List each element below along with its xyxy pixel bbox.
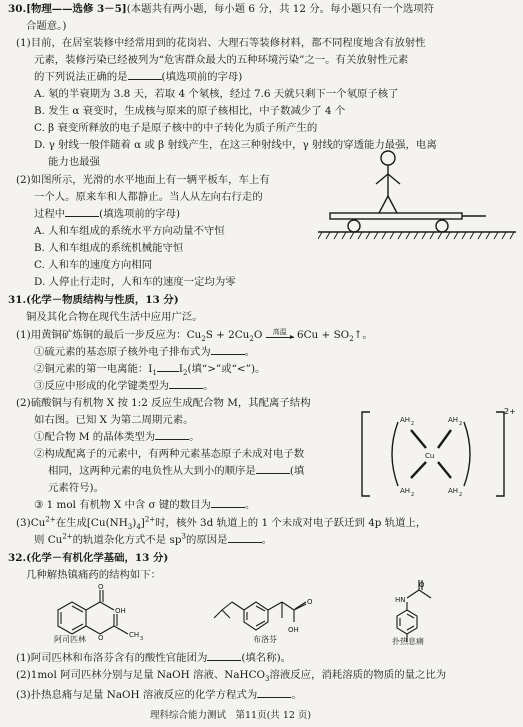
- q31-p2-s2: ②构成配离子的元素中，有两种元素基态原子未成对电子数: [34, 448, 305, 460]
- q31-p1-s1: ①硫元素的基态原子核外电子排布式为 。: [34, 346, 256, 358]
- svg-text:2: 2: [411, 492, 415, 498]
- q31-p2-s3: ③ 1 mol 有机物 X 中含 σ 键的数目为 。: [34, 499, 256, 511]
- q31-p1-s2: ②铜元素的第一电离能：$I_1$ $I_2$(填“>”或“<”)。: [34, 363, 266, 378]
- q30-p2-option-a: A. 人和车组成的系统水平方向动量不守恒: [34, 225, 225, 237]
- q31-p3-text: 则 $Cu^{2+}$的轨道杂化方式不是 $sp^3$的原因是 。: [34, 532, 272, 546]
- atom-label: CH: [129, 631, 140, 639]
- ibuprofen-structure: [210, 582, 350, 644]
- q30-p2-prompt: 过程中 (填选项前的字母): [34, 208, 181, 220]
- q30-p1-prompt: 的下列说法正确的是 (填选项前的字母): [34, 71, 243, 83]
- q32-p3: (3)扑热息痛与足量 NaOH 溶液反应的化学方程式为 。: [16, 689, 302, 701]
- ibuprofen-name: 布洛芬: [253, 635, 277, 644]
- q32-p2: (2)1mol 阿司匹林分别与足量 NaOH 溶液、NaHCO$_3$溶液反应，消耗溶质的物质的量之比为: [16, 669, 447, 684]
- q30-p1-option-d: D. γ 射线一般伴随着 α 或 β 射线产生，在这三种射线中，γ 射线的穿透能力最强，电离: [34, 139, 437, 151]
- aspirin-name: 阿司匹林: [54, 635, 86, 644]
- reaction-arrow: 高温: [266, 333, 294, 338]
- complex-ion-structure: [356, 408, 516, 500]
- ligand-atom-label: AH: [448, 416, 459, 424]
- q30-p1-option-a: A. 氡的半衰期为 3.8 天，若取 4 个氡核，经过 7.6 天就只剩下一个氡原子核了: [34, 88, 399, 100]
- answer-blank: [256, 473, 290, 474]
- q30-p1-option-c: C. β 衰变所释放的电子是原子核中的中子转化为质子所产生的: [34, 122, 318, 134]
- atom-label: O: [98, 634, 104, 642]
- atom-label: OH: [288, 626, 299, 634]
- answer-blank: [155, 439, 189, 440]
- q30-header: 30.[物理——选修 3－5](本题共有两小题，每小题 6 分，共 12 分。每小题只有一个选项符: [8, 3, 434, 15]
- complex-charge: 2+: [504, 408, 516, 416]
- q32-p1: (1)阿司匹林和布洛芬含有的酸性官能团为 (填名称)。: [16, 652, 292, 664]
- atom-label: O: [419, 581, 425, 589]
- q32-header: 32.(化学－有机化学基础，13 分): [8, 552, 169, 564]
- copper-center-label: Cu: [425, 452, 435, 460]
- answer-blank: [207, 660, 241, 661]
- ligand-atom-label: AH: [448, 487, 459, 495]
- cart-person-figure: [318, 150, 516, 250]
- answer-blank: [211, 507, 245, 508]
- svg-text:2: 2: [411, 421, 415, 427]
- answer-blank: [257, 697, 291, 698]
- q30-p2-option-c: C. 人和车的速度方向相同: [34, 259, 153, 271]
- atom-label: O: [307, 598, 313, 606]
- atom-label: HN: [395, 596, 406, 604]
- q31-p3-text: $(3)Cu^{2+}$在生成$[Cu(NH_3)_4]^{2+}$时，核外 3d 轨道上的 1 个未成对电子跃迁到 4p 轨道上，: [16, 515, 427, 532]
- answer-blank: [157, 371, 179, 372]
- svg-text:3: 3: [140, 636, 144, 642]
- q31-reaction-equation: (1)用黄铜矿炼铜的最后一步反应为：$Cu_2S + 2Cu_2O$ 高温 $6Cu + SO_2↑$。: [16, 327, 373, 344]
- answer-blank: [65, 216, 99, 217]
- paracetamol-name: 扑热息痛: [392, 637, 424, 646]
- answer-blank: [228, 542, 262, 543]
- q30-p2-option-d: D. 人停止行走时，人和车的速度一定均为零: [34, 276, 236, 288]
- q31-header: 31.(化学－物质结构与性质，13 分): [8, 294, 179, 306]
- q30-p2-text: (2)如图所示，光滑的水平地面上有一辆平板车，车上有: [16, 174, 270, 186]
- q30-p1-option-d-cont: 能力也最强: [48, 156, 100, 168]
- q30-p2-text: 一个人。原来车和人都静止。当人从左向右行走的: [34, 191, 263, 203]
- q31-intro: 铜及其化合物在现代生活中应用广泛。: [26, 311, 203, 323]
- ligand-atom-label: AH: [400, 487, 411, 495]
- svg-text:2: 2: [459, 492, 463, 498]
- q30-header-cont: 合题意。): [26, 20, 67, 32]
- q31-p2-s2-cont: 元素符号)。: [48, 482, 105, 494]
- q31-p1-s3: ③反应中形成的化学键类型为 。: [34, 380, 214, 392]
- answer-blank: [211, 354, 245, 355]
- q31-p2-s2-cont: 相同，这两种元素的电负性从大到小的顺序是 (填: [48, 465, 305, 477]
- q30-p1-option-b: B. 发生 α 衰变时，生成核与原来的原子核相比，中子数减少了 4 个: [34, 105, 346, 117]
- answer-blank: [169, 388, 203, 389]
- q30-p1-text: 元素，装修污染已经被列为“危害群众最大的五种环境污染”之一。有关放射性元素: [34, 54, 409, 66]
- atom-label: OH: [115, 607, 126, 615]
- ligand-atom-label: AH: [400, 416, 411, 424]
- svg-text:2: 2: [459, 421, 463, 427]
- page-footer: 理科综合能力测试 第11页(共 12 页): [150, 710, 312, 721]
- answer-blank: [128, 79, 162, 80]
- q30-p2-option-b: B. 人和车组成的系统机械能守恒: [34, 242, 184, 254]
- q31-p2-s1: ①配合物 M 的晶体类型为 。: [34, 431, 200, 443]
- q31-p2-text: (2)硫酸铜与有机物 X 按 1:2 反应生成配合物 M，其配离子结构: [16, 397, 311, 409]
- atom-label: O: [98, 583, 104, 591]
- q31-p2-text: 如右图。已知 X 为第二周期元素。: [34, 414, 194, 426]
- q32-intro: 几种解热镇痛药的结构如下：: [26, 569, 162, 581]
- q30-p1-text: (1)目前，在居室装修中经常用到的花岗岩、大理石等装修材料，都不同程度地含有放射性: [16, 37, 426, 49]
